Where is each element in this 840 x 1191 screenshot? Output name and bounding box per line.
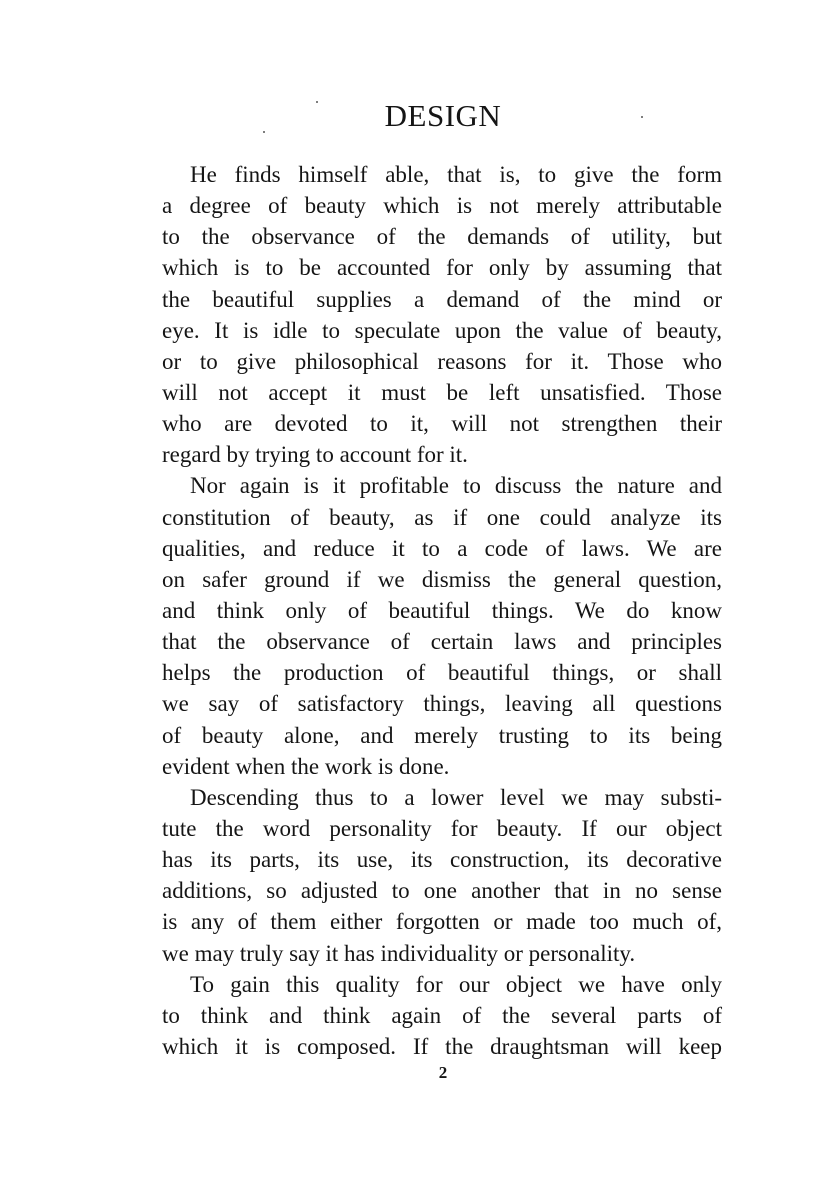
text-line: He finds himself able, that is, to give the form (190, 162, 722, 187)
running-head: DESIGN (384, 98, 502, 133)
text-line: evident when the work is done. (162, 753, 450, 779)
ink-speck (641, 116, 643, 118)
text-line: eye. It is idle to speculate upon the value of beauty, (162, 317, 722, 343)
text-line: Nor again is it profitable to discuss the nature and (190, 473, 722, 499)
text-line: and think only of beautiful things. We do know (162, 597, 722, 623)
text-line: tute the word personality for beauty. If our object (162, 815, 722, 841)
text-line: which it is composed. If the draughtsman will keep (162, 1033, 722, 1059)
body-text (162, 159, 722, 1062)
text-line: regard by trying to account for it. (162, 442, 468, 468)
text-line: that the observance of certain laws and principles (162, 629, 722, 655)
text-line: has its parts, its use, its construction, its decorative (162, 847, 722, 873)
text-line: which is to be accounted for only by assuming that (162, 255, 722, 281)
paragraph-2 (162, 470, 722, 781)
ink-speck (263, 131, 265, 133)
text-line: on safer ground if we dismiss the general question, (162, 566, 722, 592)
text-line: will not accept it must be left unsatisfied. Those (162, 379, 722, 405)
text-line: is any of them either forgotten or made too much of, (162, 909, 722, 935)
text-line: constitution of beauty, as if one could analyze its (162, 504, 722, 530)
paragraph-4 (162, 969, 722, 1062)
text-line: we may truly say it has individuality or personality. (162, 940, 636, 966)
text-line: Descending thus to a lower level we may substi- (190, 784, 722, 810)
page-number: 2 (438, 1063, 448, 1082)
text-line: to think and think again of the several parts of (162, 1002, 722, 1028)
text-line: qualities, and reduce it to a code of laws. We are (162, 535, 722, 561)
text-line: of beauty alone, and merely trusting to its being (162, 722, 722, 748)
text-line: a degree of beauty which is not merely attributable (162, 193, 722, 219)
paragraph-3 (162, 782, 722, 969)
text-line: who are devoted to it, will not strengthen their (162, 411, 722, 437)
text-line: helps the production of beautiful things, or shall (162, 660, 722, 686)
text-line: or to give philosophical reasons for it. Those who (162, 348, 722, 374)
text-line: To gain this quality for our object we have only (190, 971, 722, 997)
text-line: to the observance of the demands of utility, but (162, 224, 722, 250)
text-line: we say of satisfactory things, leaving all questions (162, 691, 722, 717)
text-line: additions, so adjusted to one another that in no sense (162, 878, 722, 904)
paragraph-1 (162, 159, 722, 470)
text-line: the beautiful supplies a demand of the mind or (162, 286, 722, 312)
ink-speck (316, 101, 318, 103)
